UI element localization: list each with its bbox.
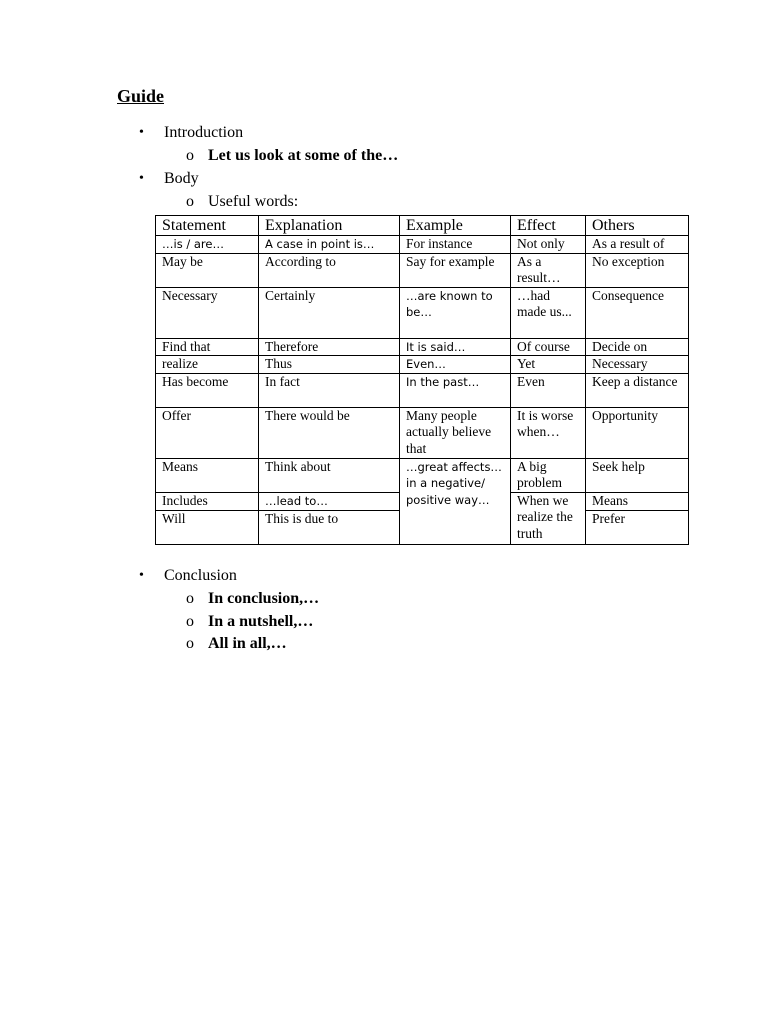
table-row [156,356,689,374]
section-label: Introduction [164,124,244,141]
section-label: Body [164,170,199,187]
column-header: Explanation [259,216,400,236]
table-cell: …lead to… [259,492,400,510]
circle-bullet-icon: o [186,147,194,164]
table-row [156,458,689,492]
table-cell: Necessary [156,287,259,338]
table-cell: Decide on [586,338,689,356]
table-cell: Find that [156,338,259,356]
column-header: Effect [511,216,586,236]
useful-words-table [155,215,689,545]
phrase-text: Let us look at some of the… [208,147,399,164]
table-row [156,236,689,254]
table-cell: Not only [511,236,586,254]
table-cell: Means [586,492,689,510]
table-cell: Has become [156,373,259,407]
table-row [156,373,689,407]
table-cell: Seek help [586,458,689,492]
table-cell: In the past… [400,373,511,407]
table-cell: For instance [400,236,511,254]
phrase-text: Useful words: [208,193,299,210]
table-cell: May be [156,253,259,287]
table-row [156,287,689,338]
table-cell: Means [156,458,259,492]
table-cell: As a result of [586,236,689,254]
table-cell: Prefer [586,510,689,544]
bullet-icon: • [139,171,144,186]
table-row [156,253,689,287]
table-cell: It is said… [400,338,511,356]
table-cell: …great affects… in a negative/ positive way… [400,458,511,544]
bullet-icon: • [139,568,144,583]
table-row [156,338,689,356]
circle-bullet-icon: o [186,635,194,652]
table-cell: As a result… [511,253,586,287]
column-header: Statement [156,216,259,236]
table-header-row [156,216,689,236]
phrase-text: In conclusion,… [208,590,320,607]
table-cell: Offer [156,407,259,458]
page-title: Guide [117,86,165,106]
table-cell: …had made us... [511,287,586,338]
table-cell: Even [511,373,586,407]
table-cell: A case in point is… [259,236,400,254]
section-label: Conclusion [164,567,237,584]
table-cell: No exception [586,253,689,287]
table-cell: It is worse when… [511,407,586,458]
column-header: Others [586,216,689,236]
table-cell: There would be [259,407,400,458]
table-cell: Certainly [259,287,400,338]
table-cell: Yet [511,356,586,374]
table-cell: Even… [400,356,511,374]
table-cell: Necessary [586,356,689,374]
bullet-icon: • [139,125,144,140]
table-cell: This is due to [259,510,400,544]
circle-bullet-icon: o [186,613,194,630]
circle-bullet-icon: o [186,590,194,607]
table-cell: Therefore [259,338,400,356]
table-cell: realize [156,356,259,374]
circle-bullet-icon: o [186,193,194,210]
table-cell: Say for example [400,253,511,287]
table-cell: Of course [511,338,586,356]
column-header: Example [400,216,511,236]
table-cell: Includes [156,492,259,510]
table-cell: Consequence [586,287,689,338]
table-cell: When we realize the truth [511,492,586,544]
table-cell: Opportunity [586,407,689,458]
phrase-text: In a nutshell,… [208,613,314,630]
table-cell: According to [259,253,400,287]
table-cell: A big problem [511,458,586,492]
phrase-text: All in all,… [208,635,287,652]
table-cell: Think about [259,458,400,492]
table-cell: Many people actually believe that [400,407,511,458]
table-cell: …is / are… [156,236,259,254]
table-row [156,407,689,458]
table-cell: Keep a distance [586,373,689,407]
table-cell: Thus [259,356,400,374]
table-cell: In fact [259,373,400,407]
table-cell: Will [156,510,259,544]
table-cell: …are known to be… [400,287,511,338]
